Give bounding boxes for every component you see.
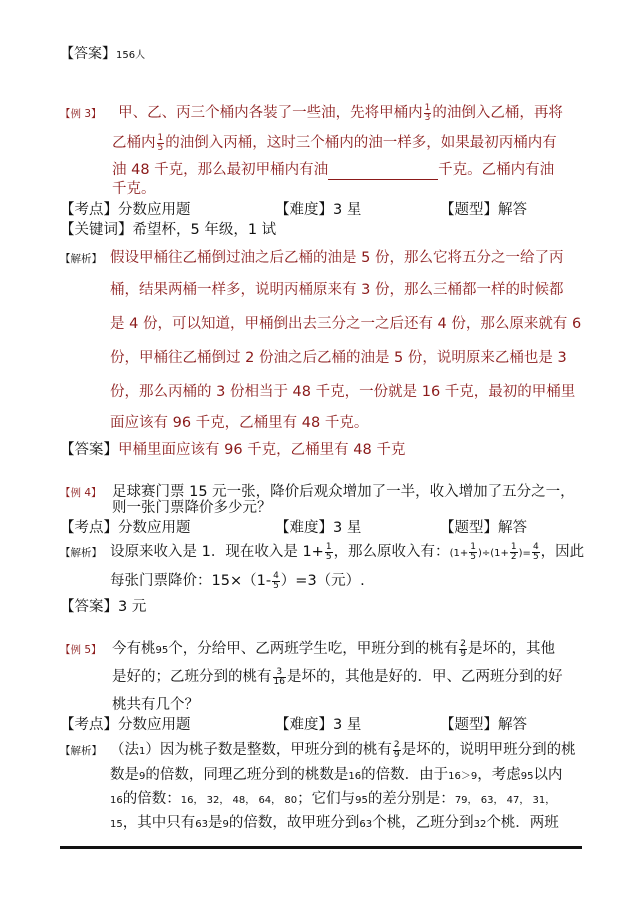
analysis-text: 个桃，乙班分到 <box>372 815 474 831</box>
example-3-text: 乙桶内 <box>112 135 156 151</box>
analysis-text: ，其中只有 <box>122 815 196 831</box>
fraction-3-16: $\frac{3}{16}$ <box>273 666 285 687</box>
math-token: ) <box>477 548 482 559</box>
math-token: ) <box>518 548 523 559</box>
fraction-1-5: $\frac{1}{5}$ <box>325 541 332 562</box>
example-3-line-4 <box>112 179 156 199</box>
example-5-text: 是坏的，其他是好的．甲、乙两班分到的好 <box>286 669 563 685</box>
math-token: 1+ <box>453 548 469 559</box>
kaodian-label: 【考点】 <box>60 520 118 536</box>
analysis-text: 面应该有 96 千克，乙桶里有 48 千克。 <box>110 415 369 431</box>
type-value: 解答 <box>498 717 527 733</box>
math-token: ( <box>449 548 454 559</box>
number: 9 <box>222 819 229 830</box>
answer-value: 甲桶里面应该有 96 千克，乙桶里有 48 千克 <box>118 442 406 458</box>
example-4-tag: 【例 4】 <box>60 487 102 499</box>
analysis-text: 是坏的，说明甲班分到的桃 <box>401 742 576 758</box>
example-4-text: 足球赛门票 15 元一张，降价后观众增加了一半，收入增加了五分之一， <box>112 484 575 500</box>
type-value: 解答 <box>498 520 527 536</box>
example-5-line-1 <box>60 638 555 660</box>
analysis-text: 份，那么丙桶的 3 份相当于 48 千克，一份就是 16 千克，最初的甲桶里 <box>110 384 576 400</box>
type-value: 解答 <box>498 202 527 218</box>
example-5-text: 是坏的，其他 <box>467 641 555 657</box>
example-3-text: 千克。乙桶内有油 <box>438 162 555 178</box>
number: 16＞9 <box>448 771 478 782</box>
analysis-text: 的倍数： <box>122 791 181 807</box>
number: 79， 63， 47， 31， <box>454 795 556 806</box>
number: 63 <box>195 819 208 830</box>
example-5-analysis-1 <box>60 739 576 761</box>
difficulty-value: 3 星 <box>333 202 362 218</box>
difficulty-label: 【难度】 <box>275 717 333 733</box>
example-5-analysis-3 <box>110 789 555 811</box>
example-4-answer <box>60 597 146 617</box>
example-3-analysis-1 <box>60 248 564 269</box>
example-5-text: 个，分给甲、乙两班学生吃，甲班分到的桃有 <box>168 641 459 657</box>
example-5-meta <box>60 715 527 735</box>
answer-value: 3 元 <box>118 599 147 615</box>
example-4-analysis-2 <box>110 571 365 591</box>
answer-blank <box>328 165 438 180</box>
number: 16， 32， 48， 64， 80 <box>180 795 298 806</box>
analysis-text: 是 <box>207 815 223 831</box>
keywords-value: 希望杯，5 年级，1 试 <box>132 222 277 238</box>
example-3-line-3 <box>112 160 554 180</box>
number: 32 <box>473 819 487 830</box>
number: 63 <box>359 819 373 830</box>
math-token: = <box>522 548 531 559</box>
analysis-text: ）=3（元）. <box>280 573 365 589</box>
keywords-label: 【关键词】 <box>60 222 133 238</box>
analysis-text: 个桃．两班 <box>486 815 559 831</box>
example-3-keywords <box>60 220 276 240</box>
analysis-text: 是 4 份，可以知道，甲桶倒出去三分之一之后还有 4 份，那么原来就有 6 <box>110 316 582 332</box>
difficulty-label: 【难度】 <box>275 520 333 536</box>
kaodian-value: 分数应用题 <box>118 717 191 733</box>
fraction-2-9: $\frac{2}{9}$ <box>460 638 466 659</box>
example-5-line-2 <box>112 667 562 687</box>
math-token: 1+ <box>494 548 509 559</box>
analysis-text: 的倍数，故甲班分到 <box>228 815 360 831</box>
example-3-text: 的油倒入乙桶，再将 <box>432 105 563 121</box>
math-token: ÷ <box>481 548 491 559</box>
example-3-line-1 <box>60 103 563 124</box>
example-5-tag: 【例 5】 <box>60 644 102 656</box>
example-4-meta <box>60 518 527 538</box>
analysis-text: 假设甲桶往乙桶倒过油之后乙桶的油是 5 份，那么它将五分之一给了丙 <box>110 250 564 266</box>
answer-label: 【答案】 <box>60 46 116 62</box>
example-3-text: 的油倒入丙桶，这时三个桶内的油一样多，如果最初丙桶内有 <box>165 135 557 151</box>
number: 95 <box>155 645 169 656</box>
example-3-text: 千克。 <box>112 181 156 197</box>
analysis-text: ）因为桃子数是整数，甲班分到的桃有 <box>145 742 392 758</box>
difficulty-label: 【难度】 <box>275 202 333 218</box>
analysis-text: 份，甲桶往乙桶倒过 2 份油之后乙桶的油是 5 份，说明原来乙桶也是 3 <box>110 350 567 366</box>
type-label: 【题型】 <box>440 202 498 218</box>
number: 95 <box>355 795 368 806</box>
analysis-text: ，那么原收入有： <box>333 544 450 560</box>
number: 9 <box>139 771 146 782</box>
number: 95 <box>520 771 534 782</box>
example-3-meta <box>60 200 527 220</box>
analysis-text: 的差分别是： <box>367 791 455 807</box>
example-5-analysis-2 <box>110 765 562 787</box>
kaodian-label: 【考点】 <box>60 202 118 218</box>
fraction-1-5: $\frac{1}{5}$ <box>157 132 164 153</box>
number: 16 <box>348 771 362 782</box>
example-4-line-1 <box>60 482 575 503</box>
kaodian-value: 分数应用题 <box>118 520 191 536</box>
fraction-4-5: $\frac{4}{5}$ <box>532 541 539 562</box>
example-3-line-2 <box>112 133 557 153</box>
fraction-1-5: $\frac{1}{5}$ <box>470 541 476 562</box>
answer-label: 【答案】 <box>60 442 118 458</box>
analysis-text: （法 <box>110 742 139 758</box>
example-4-text: 则一张门票降价多少元？ <box>112 500 272 516</box>
number: 1 <box>139 746 146 757</box>
difficulty-value: 3 星 <box>333 520 362 536</box>
top-answer-line <box>60 44 145 66</box>
type-label: 【题型】 <box>440 717 498 733</box>
example-3-tag: 【例 3】 <box>60 108 102 120</box>
example-5-text: 桃共有几个？ <box>112 697 199 713</box>
type-label: 【题型】 <box>440 520 498 536</box>
bottom-divider <box>60 846 582 849</box>
example-3-text: 油 48 千克，那么最初甲桶内有油 <box>112 162 329 178</box>
example-4-analysis-1 <box>60 541 585 563</box>
answer-label: 【答案】 <box>60 599 118 615</box>
fraction-2-9: $\frac{2}{9}$ <box>393 739 400 760</box>
example-5-text: 是好的；乙班分到的桃有 <box>112 669 272 685</box>
fraction-1-3: $\frac{1}{3}$ <box>424 102 431 123</box>
kaodian-value: 分数应用题 <box>118 202 191 218</box>
example-5-text: 今有桃 <box>112 641 156 657</box>
analysis-text: 桶，结果两桶一样多，说明丙桶原来有 3 份，那么三桶都一样的时候都 <box>110 282 564 298</box>
number: 16 <box>110 795 123 806</box>
difficulty-value: 3 星 <box>333 717 362 733</box>
analysis-text: 数是 <box>110 767 139 783</box>
analysis-label: 【解析】 <box>60 253 102 265</box>
kaodian-label: 【考点】 <box>60 717 118 733</box>
analysis-text: 每张门票降价：15×（1- <box>110 573 272 589</box>
math-token: ( <box>490 548 495 559</box>
analysis-text: 设原来收入是 1．现在收入是 1+ <box>110 544 324 560</box>
example-3-answer <box>60 440 405 460</box>
analysis-text: 的倍数．由于 <box>361 767 449 783</box>
number: 15 <box>110 819 123 830</box>
example-5-analysis-4 <box>110 813 559 835</box>
example-3-text: 甲、乙、丙三个桶内各装了一些油，先将甲桶内 <box>118 105 423 121</box>
analysis-text: ；它们与 <box>297 791 356 807</box>
analysis-text: ，考虑 <box>477 767 521 783</box>
analysis-text: 的倍数，同理乙班分到的桃数是 <box>145 767 349 783</box>
fraction-4-5: $\frac{4}{5}$ <box>273 570 279 591</box>
fraction-1-2: $\frac{1}{2}$ <box>510 541 517 562</box>
answer-value: 156人 <box>116 50 146 61</box>
analysis-text: 以内 <box>533 767 563 783</box>
analysis-label: 【解析】 <box>60 547 102 559</box>
analysis-text: ，因此 <box>540 544 585 560</box>
analysis-label: 【解析】 <box>60 745 102 757</box>
